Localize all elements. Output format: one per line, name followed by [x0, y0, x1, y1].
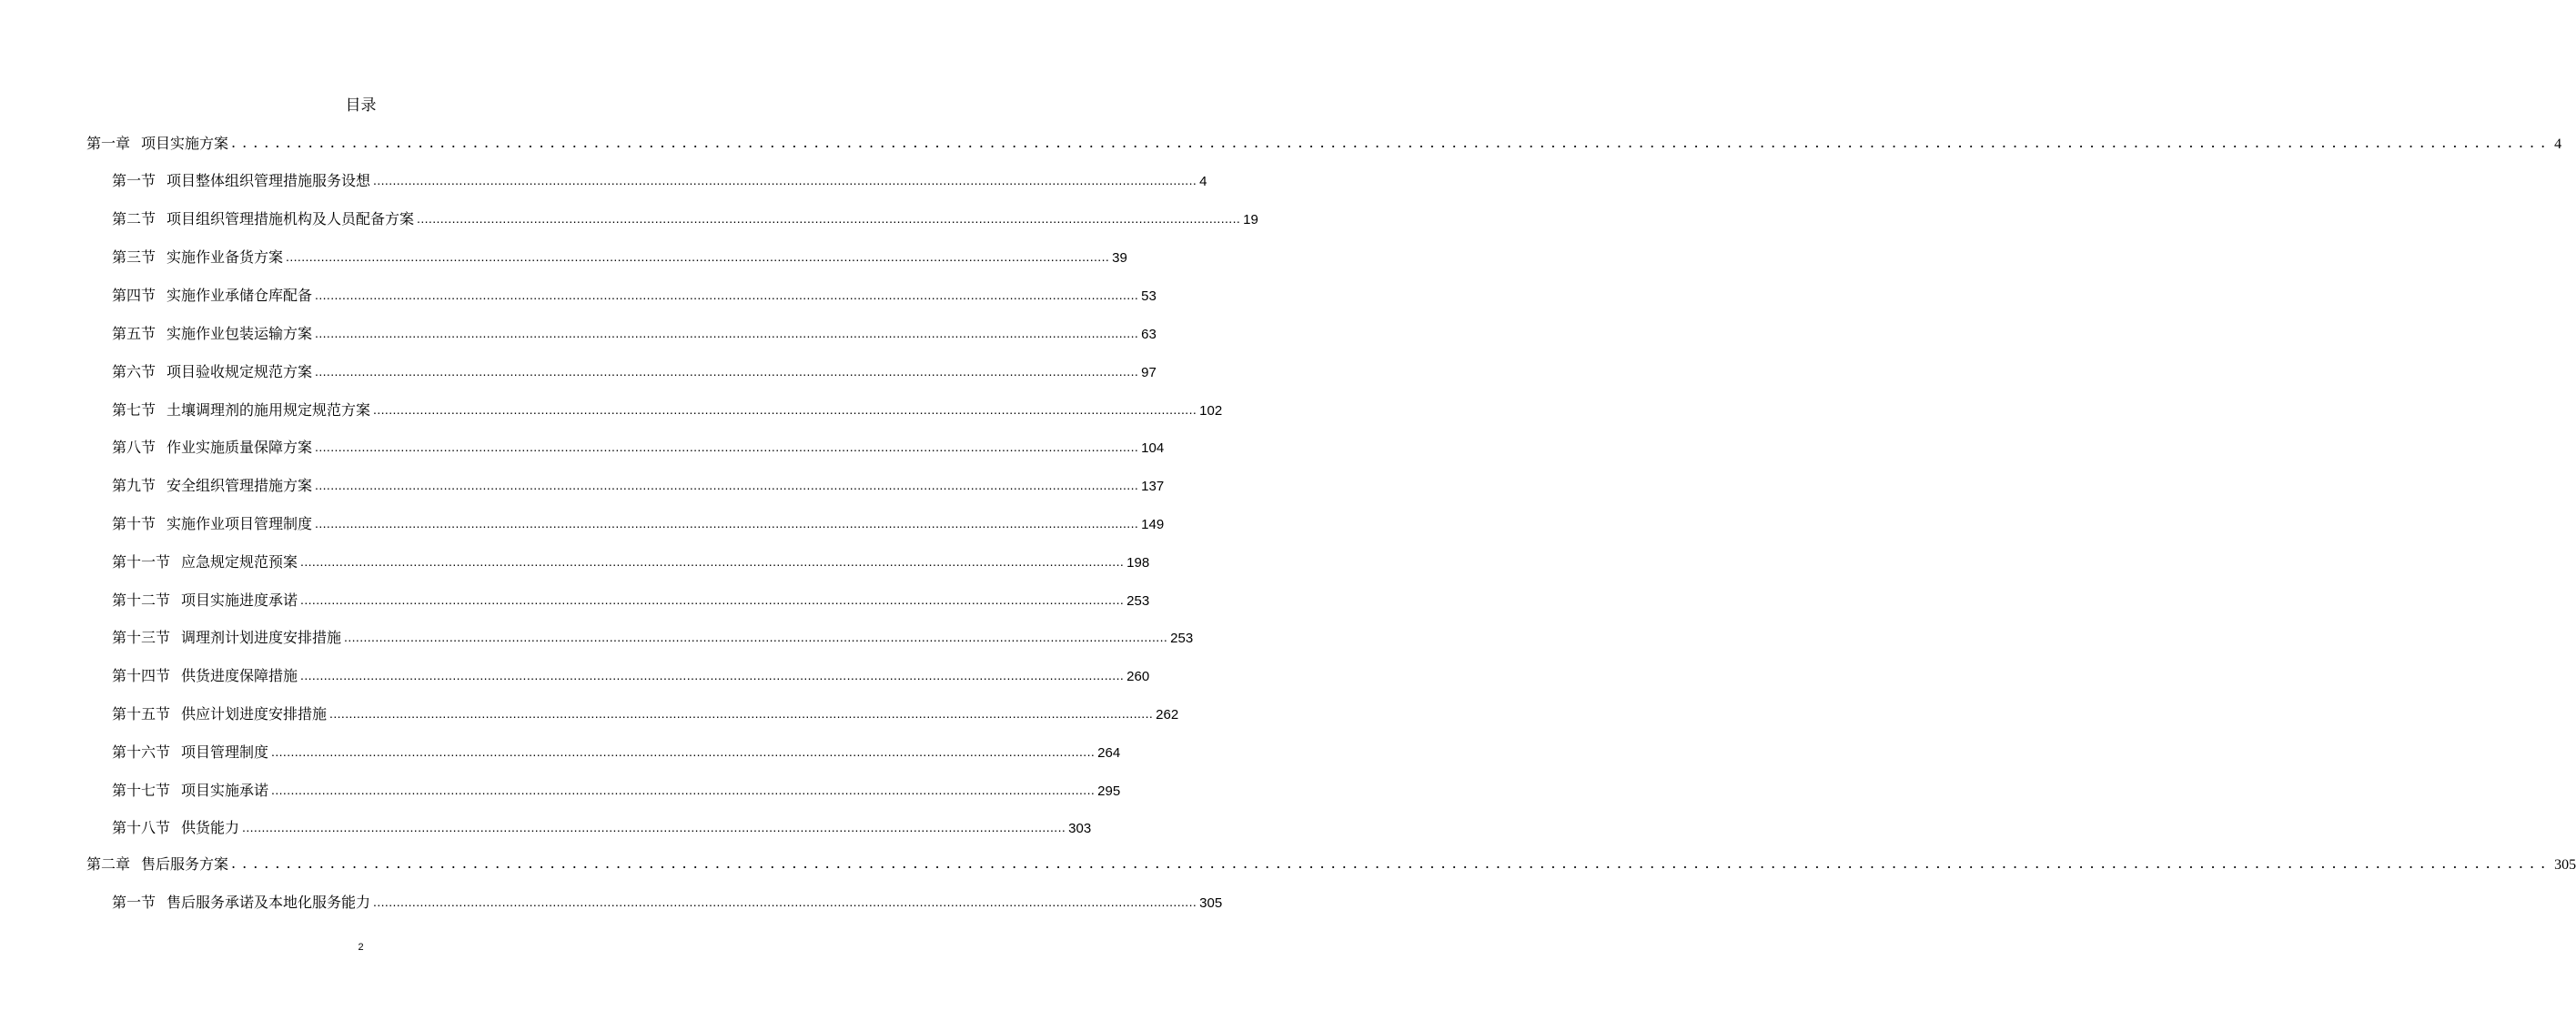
toc-leader-dots: ................................................................................................................................................................................................................... — [373, 895, 1197, 909]
toc-entry-number: 第十一节 — [112, 553, 171, 571]
toc-entry-page: 63 — [1141, 327, 1157, 342]
toc-leader-dots: ................................................................................................................................................................................................................... — [231, 854, 2552, 872]
toc-entry-page: 305 — [1199, 895, 1223, 911]
toc-entry-label: 实施作业项目管理制度 — [167, 515, 313, 532]
toc-entry-page: 262 — [1156, 707, 1179, 723]
toc-entry-section[interactable] — [112, 285, 1157, 307]
toc-entry-label: 项目实施方案 — [141, 135, 229, 152]
toc-entry-label: 安全组织管理措施方案 — [167, 477, 313, 494]
toc-entry-label: 应急规定规范预案 — [181, 553, 298, 571]
toc-entry-number: 第三节 — [112, 248, 157, 266]
toc-entry-section[interactable] — [112, 361, 1157, 383]
toc-entry-label: 实施作业备货方案 — [167, 248, 284, 266]
toc-entry-label: 项目实施进度承诺 — [181, 591, 298, 609]
toc-entry-section[interactable] — [112, 399, 1223, 421]
toc-entry-page: 104 — [1141, 440, 1165, 456]
toc-entry-page: 19 — [1243, 212, 1258, 227]
toc-entry-label: 项目组织管理措施机构及人员配备方案 — [167, 210, 415, 227]
toc-entry-number: 第五节 — [112, 325, 157, 342]
toc-entry-page: 198 — [1126, 555, 1150, 571]
toc-entry-page: 253 — [1126, 593, 1150, 609]
toc-entry-page: 39 — [1112, 250, 1127, 266]
toc-entry-section[interactable] — [112, 323, 1157, 345]
toc-leader-dots: ................................................................................................................................................................................................................... — [329, 706, 1154, 721]
toc-entry-section[interactable] — [112, 208, 1258, 230]
toc-entry-page: 295 — [1097, 783, 1121, 799]
page-number: 2 — [358, 942, 364, 953]
toc-leader-dots: ................................................................................................................................................................................................................... — [315, 440, 1139, 454]
toc-entry-number: 第一节 — [112, 894, 157, 911]
toc-entry-label: 调理剂计划进度安排措施 — [181, 629, 342, 646]
toc-leader-dots: ................................................................................................................................................................................................................... — [315, 478, 1139, 492]
toc-entry-label: 项目整体组织管理措施服务设想 — [167, 172, 371, 189]
toc-entry-section[interactable] — [112, 551, 1150, 573]
toc-entry-number: 第二节 — [112, 210, 157, 227]
toc-entry-label: 供货进度保障措施 — [181, 667, 298, 684]
toc-entry-number: 第一章 — [86, 135, 131, 152]
toc-entry-label: 售后服务承诺及本地化服务能力 — [167, 894, 371, 911]
toc-leader-dots: ................................................................................................................................................................................................................... — [344, 630, 1168, 644]
toc-entry-label: 项目验收规定规范方案 — [167, 363, 313, 380]
toc-entry-number: 第十六节 — [112, 743, 171, 761]
toc-entry-number: 第四节 — [112, 287, 157, 304]
toc-entry-section[interactable] — [112, 892, 1223, 914]
toc-entry-section[interactable] — [112, 780, 1121, 802]
toc-leader-dots: ................................................................................................................................................................................................................... — [300, 554, 1125, 569]
toc-leader-dots: ................................................................................................................................................................................................................... — [373, 173, 1197, 187]
toc-entry-label: 供应计划进度安排措施 — [181, 705, 328, 723]
toc-entry-section[interactable] — [112, 817, 1092, 839]
toc-entry-number: 第九节 — [112, 477, 157, 494]
toc-entry-number: 第六节 — [112, 363, 157, 380]
toc-entry-label: 项目实施承诺 — [181, 782, 269, 799]
toc-leader-dots: ................................................................................................................................................................................................................... — [315, 364, 1139, 379]
toc-entry-page: 4 — [1199, 174, 1207, 189]
toc-entry-page: 137 — [1141, 479, 1165, 494]
toc-entry-section[interactable] — [112, 513, 1165, 535]
toc-entry-number: 第七节 — [112, 401, 157, 419]
toc-entry-page: 97 — [1141, 365, 1157, 380]
toc-entry-number: 第十二节 — [112, 591, 171, 609]
toc-entry-page: 4 — [2554, 136, 2562, 152]
toc-entry-section[interactable] — [112, 475, 1165, 497]
toc-entry-section[interactable] — [112, 247, 1127, 268]
toc-leader-dots: ................................................................................................................................................................................................................... — [271, 783, 1096, 797]
toc-leader-dots: ................................................................................................................................................................................................................... — [300, 668, 1125, 682]
toc-entry-page: 253 — [1170, 631, 1194, 646]
toc-leader-dots: ................................................................................................................................................................................................................... — [373, 402, 1197, 417]
toc-leader-dots: ................................................................................................................................................................................................................... — [231, 134, 2552, 151]
toc-entry-label: 售后服务方案 — [141, 855, 229, 873]
toc-entry-label: 项目管理制度 — [181, 743, 269, 761]
toc-entry-label: 供货能力 — [181, 819, 240, 836]
toc-entry-number: 第十三节 — [112, 629, 171, 646]
toc-entry-label: 实施作业包装运输方案 — [167, 325, 313, 342]
toc-entry-section[interactable] — [112, 590, 1150, 612]
toc-leader-dots: ................................................................................................................................................................................................................... — [315, 516, 1139, 531]
toc-entry-section[interactable] — [112, 703, 1179, 725]
toc-leader-dots: ................................................................................................................................................................................................................... — [315, 288, 1139, 302]
toc-entry-number: 第十五节 — [112, 705, 171, 723]
toc-entry-page: 102 — [1199, 403, 1223, 419]
toc-entry-chapter-2[interactable] — [86, 854, 2576, 875]
toc-leader-dots: ................................................................................................................................................................................................................... — [300, 592, 1125, 607]
toc-entry-number: 第十七节 — [112, 782, 171, 799]
toc-leader-dots: ................................................................................................................................................................................................................... — [242, 820, 1066, 834]
toc-title: 目录 — [345, 96, 377, 115]
toc-leader-dots: ................................................................................................................................................................................................................... — [417, 211, 1241, 226]
toc-entry-page: 149 — [1141, 517, 1165, 532]
toc-entry-label: 作业实施质量保障方案 — [167, 439, 313, 456]
toc-leader-dots: ................................................................................................................................................................................................................... — [315, 326, 1139, 340]
toc-leader-dots: ................................................................................................................................................................................................................... — [271, 744, 1096, 759]
toc-entry-page: 260 — [1126, 669, 1150, 684]
toc-leader-dots: ................................................................................................................................................................................................................... — [286, 249, 1110, 264]
toc-entry-section[interactable] — [112, 627, 1194, 649]
toc-entry-page: 264 — [1097, 745, 1121, 761]
toc-entry-number: 第十四节 — [112, 667, 171, 684]
toc-entry-page: 53 — [1141, 288, 1157, 304]
toc-entry-label: 土壤调理剂的施用规定规范方案 — [167, 401, 371, 419]
toc-entry-number: 第二章 — [86, 855, 131, 873]
toc-entry-section[interactable] — [112, 665, 1150, 687]
toc-entry-label: 实施作业承储仓库配备 — [167, 287, 313, 304]
toc-entry-page: 305 — [2554, 857, 2576, 873]
toc-entry-section[interactable] — [112, 742, 1121, 763]
toc-entry-number: 第八节 — [112, 439, 157, 456]
toc-entry-number: 第十八节 — [112, 819, 171, 836]
toc-entry-number: 第十节 — [112, 515, 157, 532]
toc-entry-number: 第一节 — [112, 172, 157, 189]
toc-entry-chapter-1[interactable] — [86, 133, 2562, 155]
toc-entry-section[interactable] — [112, 170, 1207, 192]
toc-entry-section[interactable] — [112, 437, 1165, 459]
toc-entry-page: 303 — [1068, 821, 1092, 836]
